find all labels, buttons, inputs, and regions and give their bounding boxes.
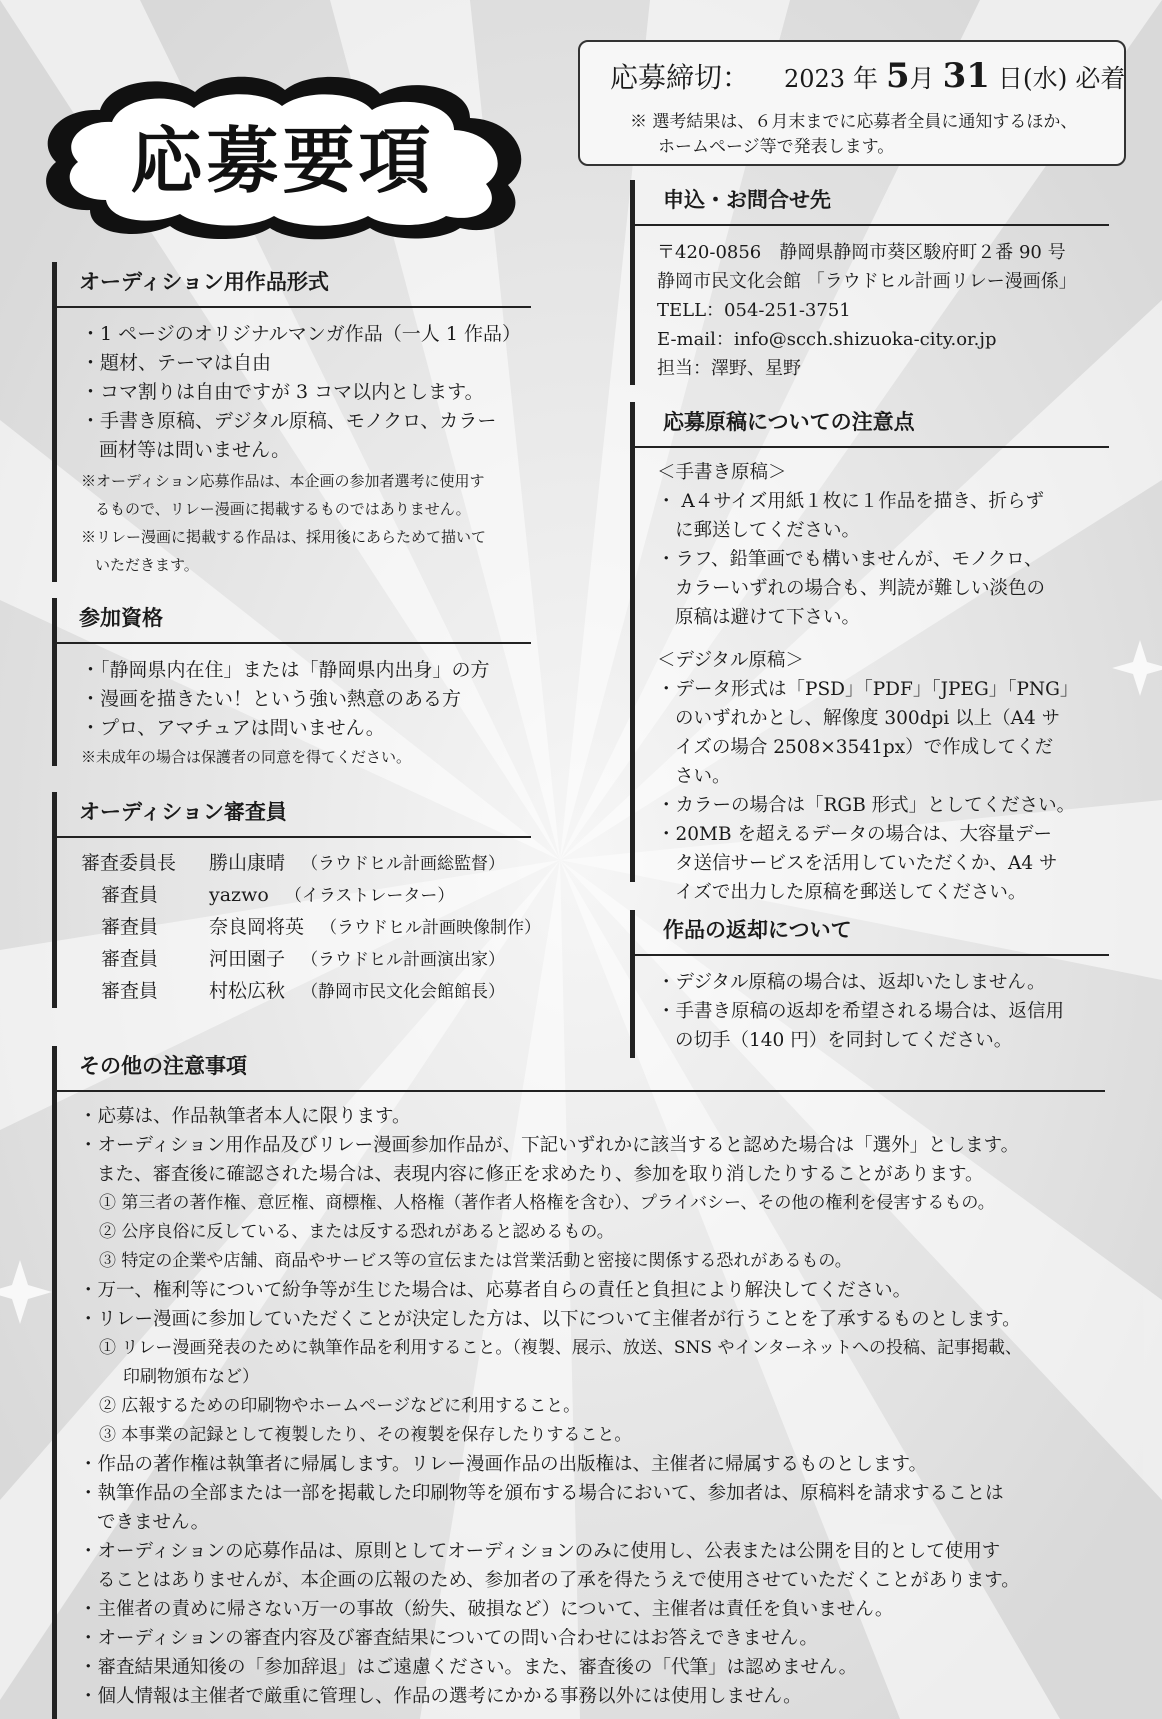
sub-item: 印刷物頒布など）	[123, 1367, 259, 1387]
section-heading: 申込・お問合せ先	[635, 180, 1109, 226]
manuscript-hand	[635, 448, 1109, 632]
table-row	[81, 912, 542, 944]
section-heading: オーディション用作品形式	[57, 262, 531, 308]
list-item: 画材等は問いません。	[99, 439, 291, 461]
note-line: るもので、リレー漫画に掲載するものではありません。	[95, 500, 471, 518]
list-item: ・審査結果通知後の「参加辞退」はご遠慮ください。また、審査後の「代筆」は認めません。	[79, 1657, 858, 1678]
list-item: タ送信サービスを活用していただくか、A4 サ	[675, 853, 1058, 874]
sub-item: ③ 特定の企業や店舗、商品やサービス等の宣伝または営業活動と密接に関係する恐れがあるもの。	[99, 1251, 852, 1271]
list-item: ・オーディション用作品及びリレー漫画参加作品が、下記いずれかに該当すると認めた場合は「選外」とします。	[79, 1135, 1020, 1156]
section-heading: 参加資格	[57, 598, 531, 644]
judge-affiliation: （ラウドヒル計画演出家）	[301, 950, 506, 970]
deadline-note-line: ※ 選考結果は、６月末までに応募者全員に通知するほか、	[630, 112, 1078, 132]
section-other	[52, 1046, 1105, 1719]
table-row	[81, 944, 531, 976]
list-item: ・デジタル原稿の場合は、返却いたしません。	[657, 972, 1046, 993]
page-title: 応募要項	[130, 119, 435, 203]
list-item: ・データ形式は「PSD」「PDF」「JPEG」「PNG」	[657, 679, 1079, 700]
deadline-year-unit: 年	[853, 64, 879, 93]
list-item: ・20MB を超えるデータの場合は、大容量デー	[657, 824, 1052, 845]
judge-name: yazwo	[209, 884, 269, 906]
list-item: ・万一、権利等について紛争等が生じた場合は、応募者自らの責任と負担により解決してください。	[79, 1280, 912, 1301]
deadline-month-unit: 月	[909, 64, 935, 93]
judge-name: 奈良岡将英	[209, 916, 305, 938]
sub-item: ③ 本事業の記録として複製したり、その複製を保存したりすること。	[99, 1425, 632, 1445]
contact-person: 担当：澤野、星野	[657, 358, 801, 379]
list-item: ・応募は、作品執筆者本人に限ります。	[79, 1106, 411, 1127]
note-line: いただきます。	[95, 556, 199, 574]
contact-organization: 静岡市民文化会館 「ラウドヒル計画リレー漫画係」	[657, 271, 1077, 292]
deadline-label: 応募締切：	[610, 61, 751, 94]
judge-affiliation: （ラウドヒル計画映像制作）	[320, 918, 542, 938]
section-heading: 応募原稿についての注意点	[635, 402, 1109, 448]
deadline-note-line: ホームページ等で発表します。	[658, 137, 895, 157]
list-item: ・漫画を描きたい！という強い熱意のある方	[81, 688, 462, 710]
manuscript-digital	[635, 632, 1109, 907]
deadline-line	[610, 56, 1125, 96]
judge-name: 河田園子	[209, 948, 286, 970]
table-row	[81, 880, 531, 912]
list-item: ・コマ割りは自由ですが 3 コマ以内とします。	[81, 381, 484, 403]
list-item: に郵送してください。	[675, 520, 861, 541]
section-eligibility	[52, 598, 531, 766]
list-item: カラーいずれの場合も、判読が難しい淡色の	[675, 578, 1046, 599]
eligibility-note: ※未成年の場合は保護者の同意を得てください。	[81, 748, 412, 766]
sub-item: ② 公序良俗に反している、または反する恐れがあると認めるもの。	[99, 1222, 614, 1242]
list-item: ることはありませんが、本企画の広報のため、参加者の了承を得たうえで使用させていただくことがあります。	[97, 1570, 1020, 1591]
list-item: ・題材、テーマは自由	[81, 352, 272, 374]
list-item: ・オーディションの審査内容及び審査結果についての問い合わせにはお答えできません。	[79, 1628, 818, 1649]
table-row	[81, 976, 531, 1008]
contact-email: E-mail：info@scch.shizuoka-city.or.jp	[657, 329, 997, 350]
deadline-suffix: 必着	[1075, 64, 1126, 93]
list-item: ・ラフ、鉛筆画でも構いませんが、モノクロ、	[657, 549, 1043, 570]
section-heading: オーディション審査員	[57, 792, 531, 838]
judge-role: 審査員	[101, 916, 159, 938]
judge-affiliation: （イラストレーター）	[284, 886, 455, 906]
return-list	[635, 956, 1109, 1055]
list-item: イズの場合 2508×3541px）で作成してくだ	[675, 737, 1054, 758]
list-item: ・プロ、アマチュアは問いません。	[81, 717, 385, 739]
list-item: ・リレー漫画に参加していただくことが決定した方は、以下について主催者が行うことを了承するものとします。	[79, 1309, 1021, 1330]
list-item: できません。	[97, 1512, 210, 1533]
list-item: 原稿は避けて下さい。	[675, 607, 861, 628]
eligibility-list	[57, 644, 531, 743]
list-item: また、審査後に確認された場合は、表現内容に修正を求めたり、参加を取り消したりすることがあります。	[97, 1164, 984, 1185]
section-manuscript	[630, 402, 1109, 903]
judge-affiliation: （ラウドヒル計画総監督）	[301, 854, 506, 874]
deadline-day-unit: 日	[997, 64, 1023, 93]
deadline-note	[630, 110, 1077, 160]
judge-role: 審査員	[101, 884, 159, 906]
list-item: さい。	[675, 766, 731, 787]
contact-address: 〒420-0856 静岡県静岡市葵区駿府町２番 90 号	[657, 242, 1066, 263]
list-item: ・主催者の責めに帰さない万一の事故（紛失、破損など）について、主催者は責任を負いません。	[79, 1599, 894, 1620]
list-item: イズで出力した原稿を郵送してください。	[675, 882, 1027, 903]
sub-item: ① 第三者の著作権、意匠権、商標権、人格権（著作者人格権を含む）、プライバシー、その他の権利を侵害するもの。	[99, 1193, 995, 1213]
list-item: のいずれかとし、解像度 300dpi 以上（A4 サ	[675, 708, 1061, 729]
table-row	[81, 848, 531, 880]
list-item: ・手書き原稿の返却を希望される場合は、返信用	[657, 1001, 1065, 1022]
list-item: ・個人情報は主催者で厳重に管理し、作品の選考にかかる事務以外には使用しません。	[79, 1686, 802, 1707]
list-item: ・「静岡県内在住」または「静岡県内出身」の方	[81, 659, 490, 681]
list-item: ・ A４サイズ用紙１枚に１作品を描き、折らず	[657, 491, 1045, 512]
judges-table	[57, 838, 542, 1008]
list-item: ・執筆作品の全部または一部を掲載した印刷物等を頒布する場合において、参加者は、原稿料を請求することは	[79, 1483, 1004, 1504]
judge-name: 勝山康晴	[209, 852, 286, 874]
other-notes-list	[57, 1092, 1105, 1711]
deadline-month: 5	[885, 56, 910, 96]
list-item: ・作品の著作権は執筆者に帰属します。リレー漫画作品の出版権は、主催者に帰属するものとします。	[79, 1454, 928, 1475]
judge-role: 審査員	[101, 980, 159, 1002]
section-format	[52, 262, 531, 582]
list-item: の切手（140 円）を同封してください。	[675, 1030, 1013, 1051]
list-item: ・1 ページのオリジナルマンガ作品（一人 1 作品）	[81, 323, 521, 345]
section-heading: その他の注意事項	[57, 1046, 1105, 1092]
section-contact	[630, 180, 1109, 385]
judge-name: 村松広秋	[209, 980, 286, 1002]
format-list	[57, 308, 531, 465]
deadline-box	[578, 40, 1126, 166]
deadline-day: 31	[942, 56, 990, 96]
section-return	[630, 910, 1109, 1058]
note-line: ※リレー漫画に掲載する作品は、採用後にあらためて描いて	[81, 528, 487, 546]
sub-item: ② 広報するための印刷物やホームページなどに利用すること。	[99, 1396, 581, 1416]
contact-phone: TELL：054-251-3751	[657, 300, 851, 321]
deadline-year: 2023	[783, 65, 846, 93]
contact-info	[635, 226, 1109, 383]
list-item: ・オーディションの応募作品は、原則としてオーディションのみに使用し、公表または公開を目的として使用す	[79, 1541, 1001, 1562]
list-item: ・カラーの場合は「RGB 形式」としてください。	[657, 795, 1076, 816]
title-badge	[30, 70, 535, 240]
subheading: ＜手書き原稿＞	[657, 462, 787, 483]
deadline-weekday: (水)	[1022, 64, 1068, 93]
judge-role: 審査員	[101, 948, 159, 970]
note-line: ※オーディション応募作品は、本企画の参加者選考に使用す	[81, 472, 485, 490]
format-notes	[57, 465, 531, 579]
section-heading: 作品の返却について	[635, 910, 1109, 956]
judge-affiliation: （静岡市民文化会館館長）	[301, 982, 506, 1002]
subheading: ＜デジタル原稿＞	[657, 650, 804, 671]
list-item: ・手書き原稿、デジタル原稿、モノクロ、カラー	[81, 410, 497, 432]
sub-item: ① リレー漫画発表のために執筆作品を利用すること。（複製、展示、放送、SNS やインターネットへの投稿、記事掲載、	[99, 1338, 1022, 1358]
section-judges	[52, 792, 542, 1008]
judge-role: 審査委員長	[81, 852, 177, 874]
